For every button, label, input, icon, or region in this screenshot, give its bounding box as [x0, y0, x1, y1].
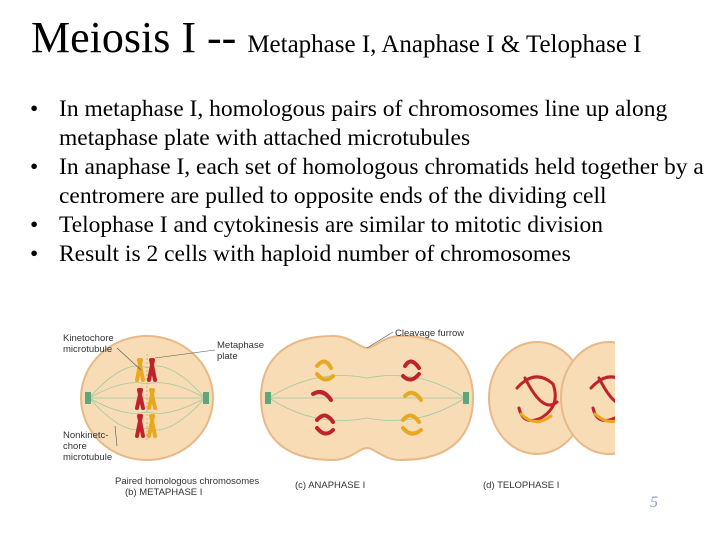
label-kinetochore-line1: Kinetochore [63, 333, 114, 344]
label-kinetochore-line2: microtubule [63, 344, 113, 355]
label-metaphase-plate-line1: Metaphase [217, 340, 265, 351]
metaphase-centriole-right [203, 392, 209, 404]
label-nonkinetochore-line2: chore [63, 441, 87, 452]
bullet-list [30, 95, 720, 269]
label-nonkinetochore-line3: microtubule [63, 452, 113, 463]
metaphase-centriole-left [85, 392, 91, 404]
bullet-dot: • [30, 212, 39, 238]
bullet-text: Result is 2 cells with haploid number of chromosomes [59, 241, 571, 267]
meiosis-figure [55, 318, 615, 498]
anaphase-centriole-right [463, 392, 469, 404]
meiosis-diagram [55, 318, 615, 498]
caption-paired-homologous: Paired homologous chromosomes [115, 476, 260, 487]
telophase-cell [489, 340, 615, 454]
title-subtitle: Metaphase I, Anaphase I & Telophase I [247, 31, 642, 58]
slide-title [31, 12, 642, 63]
label-metaphase-plate-line2: plate [217, 351, 238, 362]
label-cleavage-furrow: Cleavage furrow [395, 328, 465, 339]
bullet-text: In anaphase I, each set of homologous chromatids held together by a centromere are pulled to opposite ends of the dividing cell [59, 154, 704, 209]
bullet-item [30, 240, 720, 269]
bullet-item [30, 95, 720, 153]
bullet-item [30, 211, 720, 240]
anaphase-centriole-left [265, 392, 271, 404]
caption-telophase: (d) TELOPHASE I [483, 480, 560, 491]
title-main: Meiosis I -- [31, 13, 248, 62]
label-nonkinetochore-line1: Nonkinetc- [63, 430, 109, 441]
bullet-dot: • [30, 241, 39, 267]
page-number: 5 [650, 494, 658, 511]
bullet-text: Telophase I and cytokinesis are similar to mitotic division [59, 212, 603, 238]
anaphase-cell [261, 336, 473, 460]
bullet-text: In metaphase I, homologous pairs of chromosomes line up along metaphase plate with attached microtubules [59, 96, 668, 151]
bullet-dot: • [30, 96, 39, 122]
caption-metaphase: (b) METAPHASE I [125, 487, 203, 498]
bullet-item [30, 153, 720, 211]
caption-anaphase: (c) ANAPHASE I [295, 480, 366, 491]
bullet-dot: • [30, 154, 39, 180]
